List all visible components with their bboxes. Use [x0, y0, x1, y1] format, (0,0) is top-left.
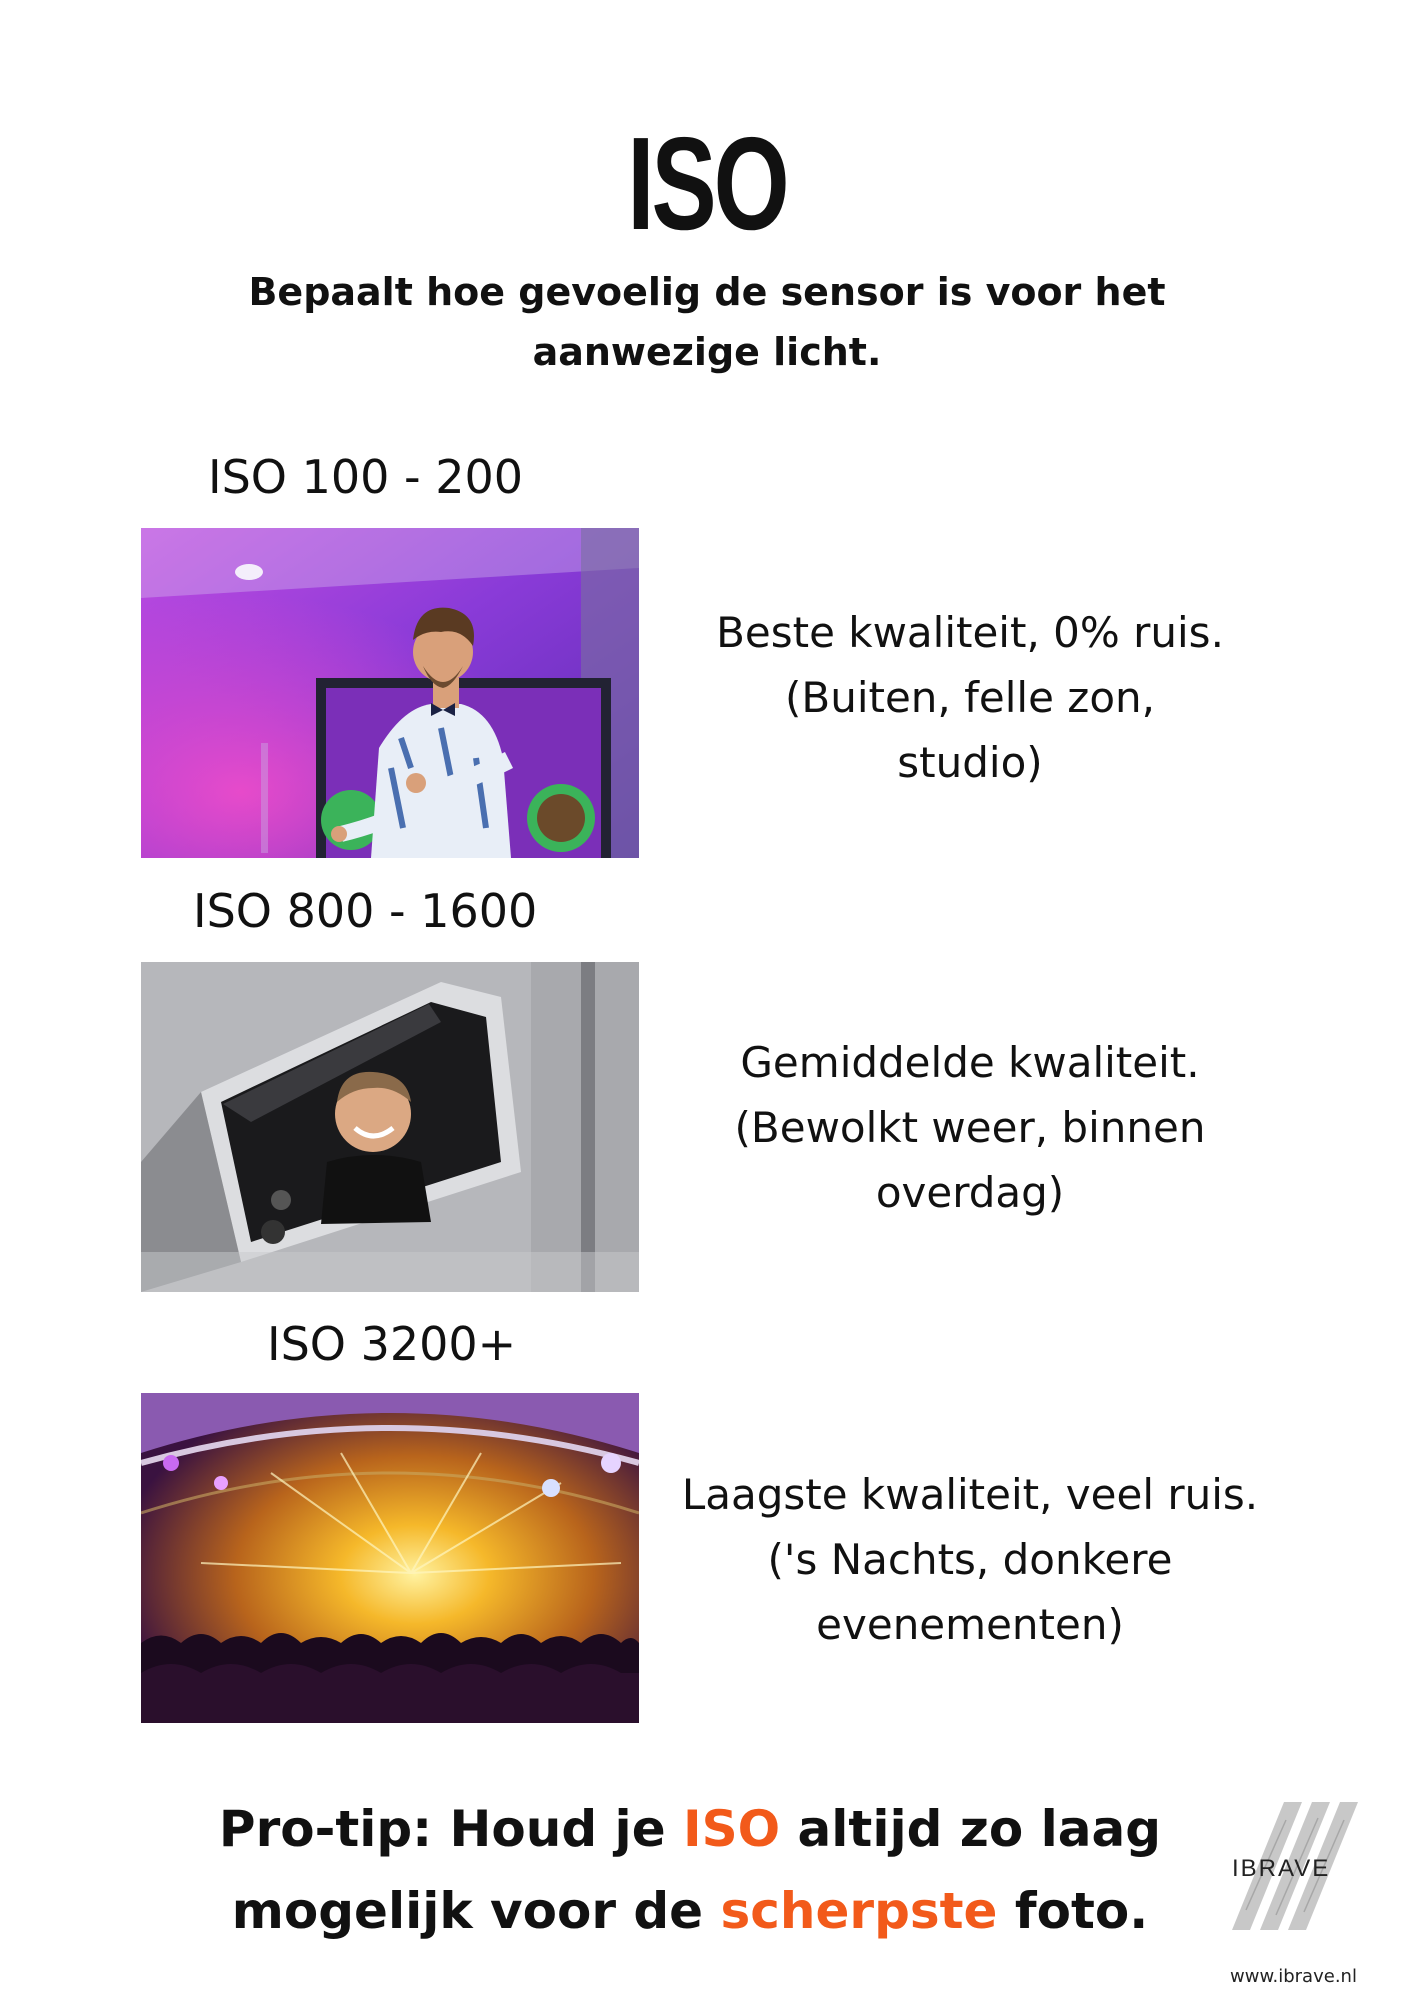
section-label-iso-3200: ISO 3200+ — [267, 1317, 517, 1371]
section-label-iso-800-1600: ISO 800 - 1600 — [193, 884, 538, 938]
description-line: Gemiddelde kwaliteit. — [740, 1038, 1200, 1087]
pro-tip-highlight-scherpste: scherpste — [720, 1882, 998, 1940]
description-line: overdag) — [875, 1168, 1065, 1217]
ibrave-logo — [1226, 1790, 1376, 1940]
photo-concert-crowd — [141, 1393, 639, 1723]
svg-text:IBRAVE: IBRAVE — [1232, 1855, 1331, 1882]
pro-tip-text: altijd zo laag mogelijk voor de — [231, 1800, 1162, 1940]
description-line: (Bewolkt weer, binnen — [734, 1103, 1206, 1152]
pro-tip-highlight-iso: ISO — [683, 1800, 781, 1858]
pro-tip — [190, 1788, 1190, 1952]
pro-tip-text: foto. — [997, 1882, 1149, 1940]
description-line: studio) — [897, 738, 1043, 787]
section-description-2 — [660, 1030, 1280, 1225]
page-title: ISO — [627, 110, 787, 257]
website-url[interactable]: www.ibrave.nl — [1230, 1966, 1357, 1987]
page-subtitle: Bepaalt hoe gevoelig de sensor is voor het aanwezige licht. — [248, 270, 1166, 374]
description-line: Beste kwaliteit, 0% ruis. — [716, 608, 1224, 657]
section-label-iso-100-200: ISO 100 - 200 — [208, 450, 524, 504]
description-line: Laagste kwaliteit, veel ruis. — [681, 1470, 1259, 1519]
description-line: ('s Nachts, donkere — [767, 1535, 1173, 1584]
photo-man-in-hatch — [141, 962, 639, 1292]
pro-tip-text: Pro-tip: Houd je — [218, 1800, 684, 1858]
section-description-1 — [660, 600, 1280, 795]
description-line: evenementen) — [816, 1600, 1124, 1649]
photo-speaker-on-stage — [141, 528, 639, 858]
description-line: (Buiten, felle zon, — [785, 673, 1155, 722]
section-description-3 — [660, 1462, 1280, 1657]
